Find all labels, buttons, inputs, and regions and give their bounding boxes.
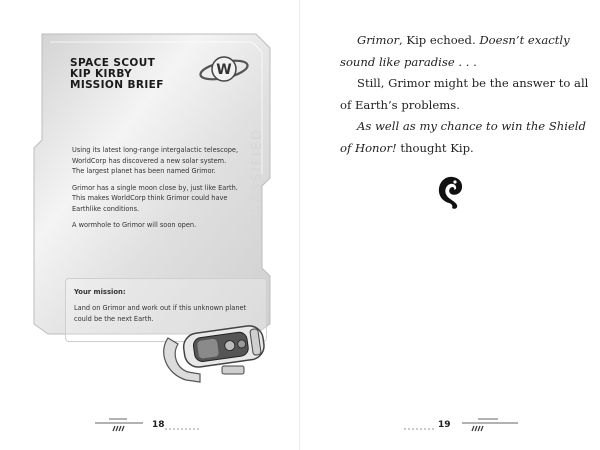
card-title [70,58,210,91]
card-title-line-1: SPACE SCOUT [70,57,156,69]
page-number-18: 18 [152,420,165,430]
folio-ornament-right [400,415,520,435]
story-paragraph-2: Still, Grimor might be the answer to all of Earth’s problems. [340,76,589,112]
story-paragraph-3 [340,116,590,159]
right-folio [400,415,520,435]
folio-ornament-left [95,415,205,435]
alien-creature-icon [435,175,465,211]
page-number-19: 19 [438,420,451,430]
classified-text: CLASSIFIED [250,127,266,224]
kip-thought-shield: As well as my chance to win the Shield of Honor! [340,119,586,155]
mission-brief-card [30,28,276,338]
mission-text: Land on Grimor and work out if this unknown planet could be the next Earth. [74,304,247,323]
card-paragraph-3: A wormhole to Grimor will soon open. [72,221,197,229]
classified-stamp [248,128,278,228]
left-folio [95,415,205,435]
thought-kip: thought Kip. [396,140,474,155]
grimor-name: Grimor [357,33,400,47]
card-title-line-3: MISSION BRIEF [70,79,164,91]
card-title-line-2: KIP KIRBY [70,68,133,80]
story-text [340,30,590,159]
wrist-device-illustration [160,318,270,388]
logo-letter: W [216,62,232,78]
kip-echoed: , Kip echoed. [399,33,480,47]
card-paragraph-1: Using its latest long-range intergalactic telescope, WorldCorp has discovered a new solar system. The largest planet has been named Grimor. [72,146,239,175]
story-paragraph-1 [340,30,590,73]
card-paragraph-2: Grimor has a single moon close by, just like Earth. This makes WorldCorp think Grimor could have Earthlike conditions. [72,183,238,213]
card-body [72,145,240,237]
kip-thought-paradise: Doesn’t exactly sound like paradise . . . [340,33,570,69]
side-ruler-decoration [34,78,42,148]
worldcorp-logo [198,52,250,86]
mission-label: Your mission: [74,288,126,296]
